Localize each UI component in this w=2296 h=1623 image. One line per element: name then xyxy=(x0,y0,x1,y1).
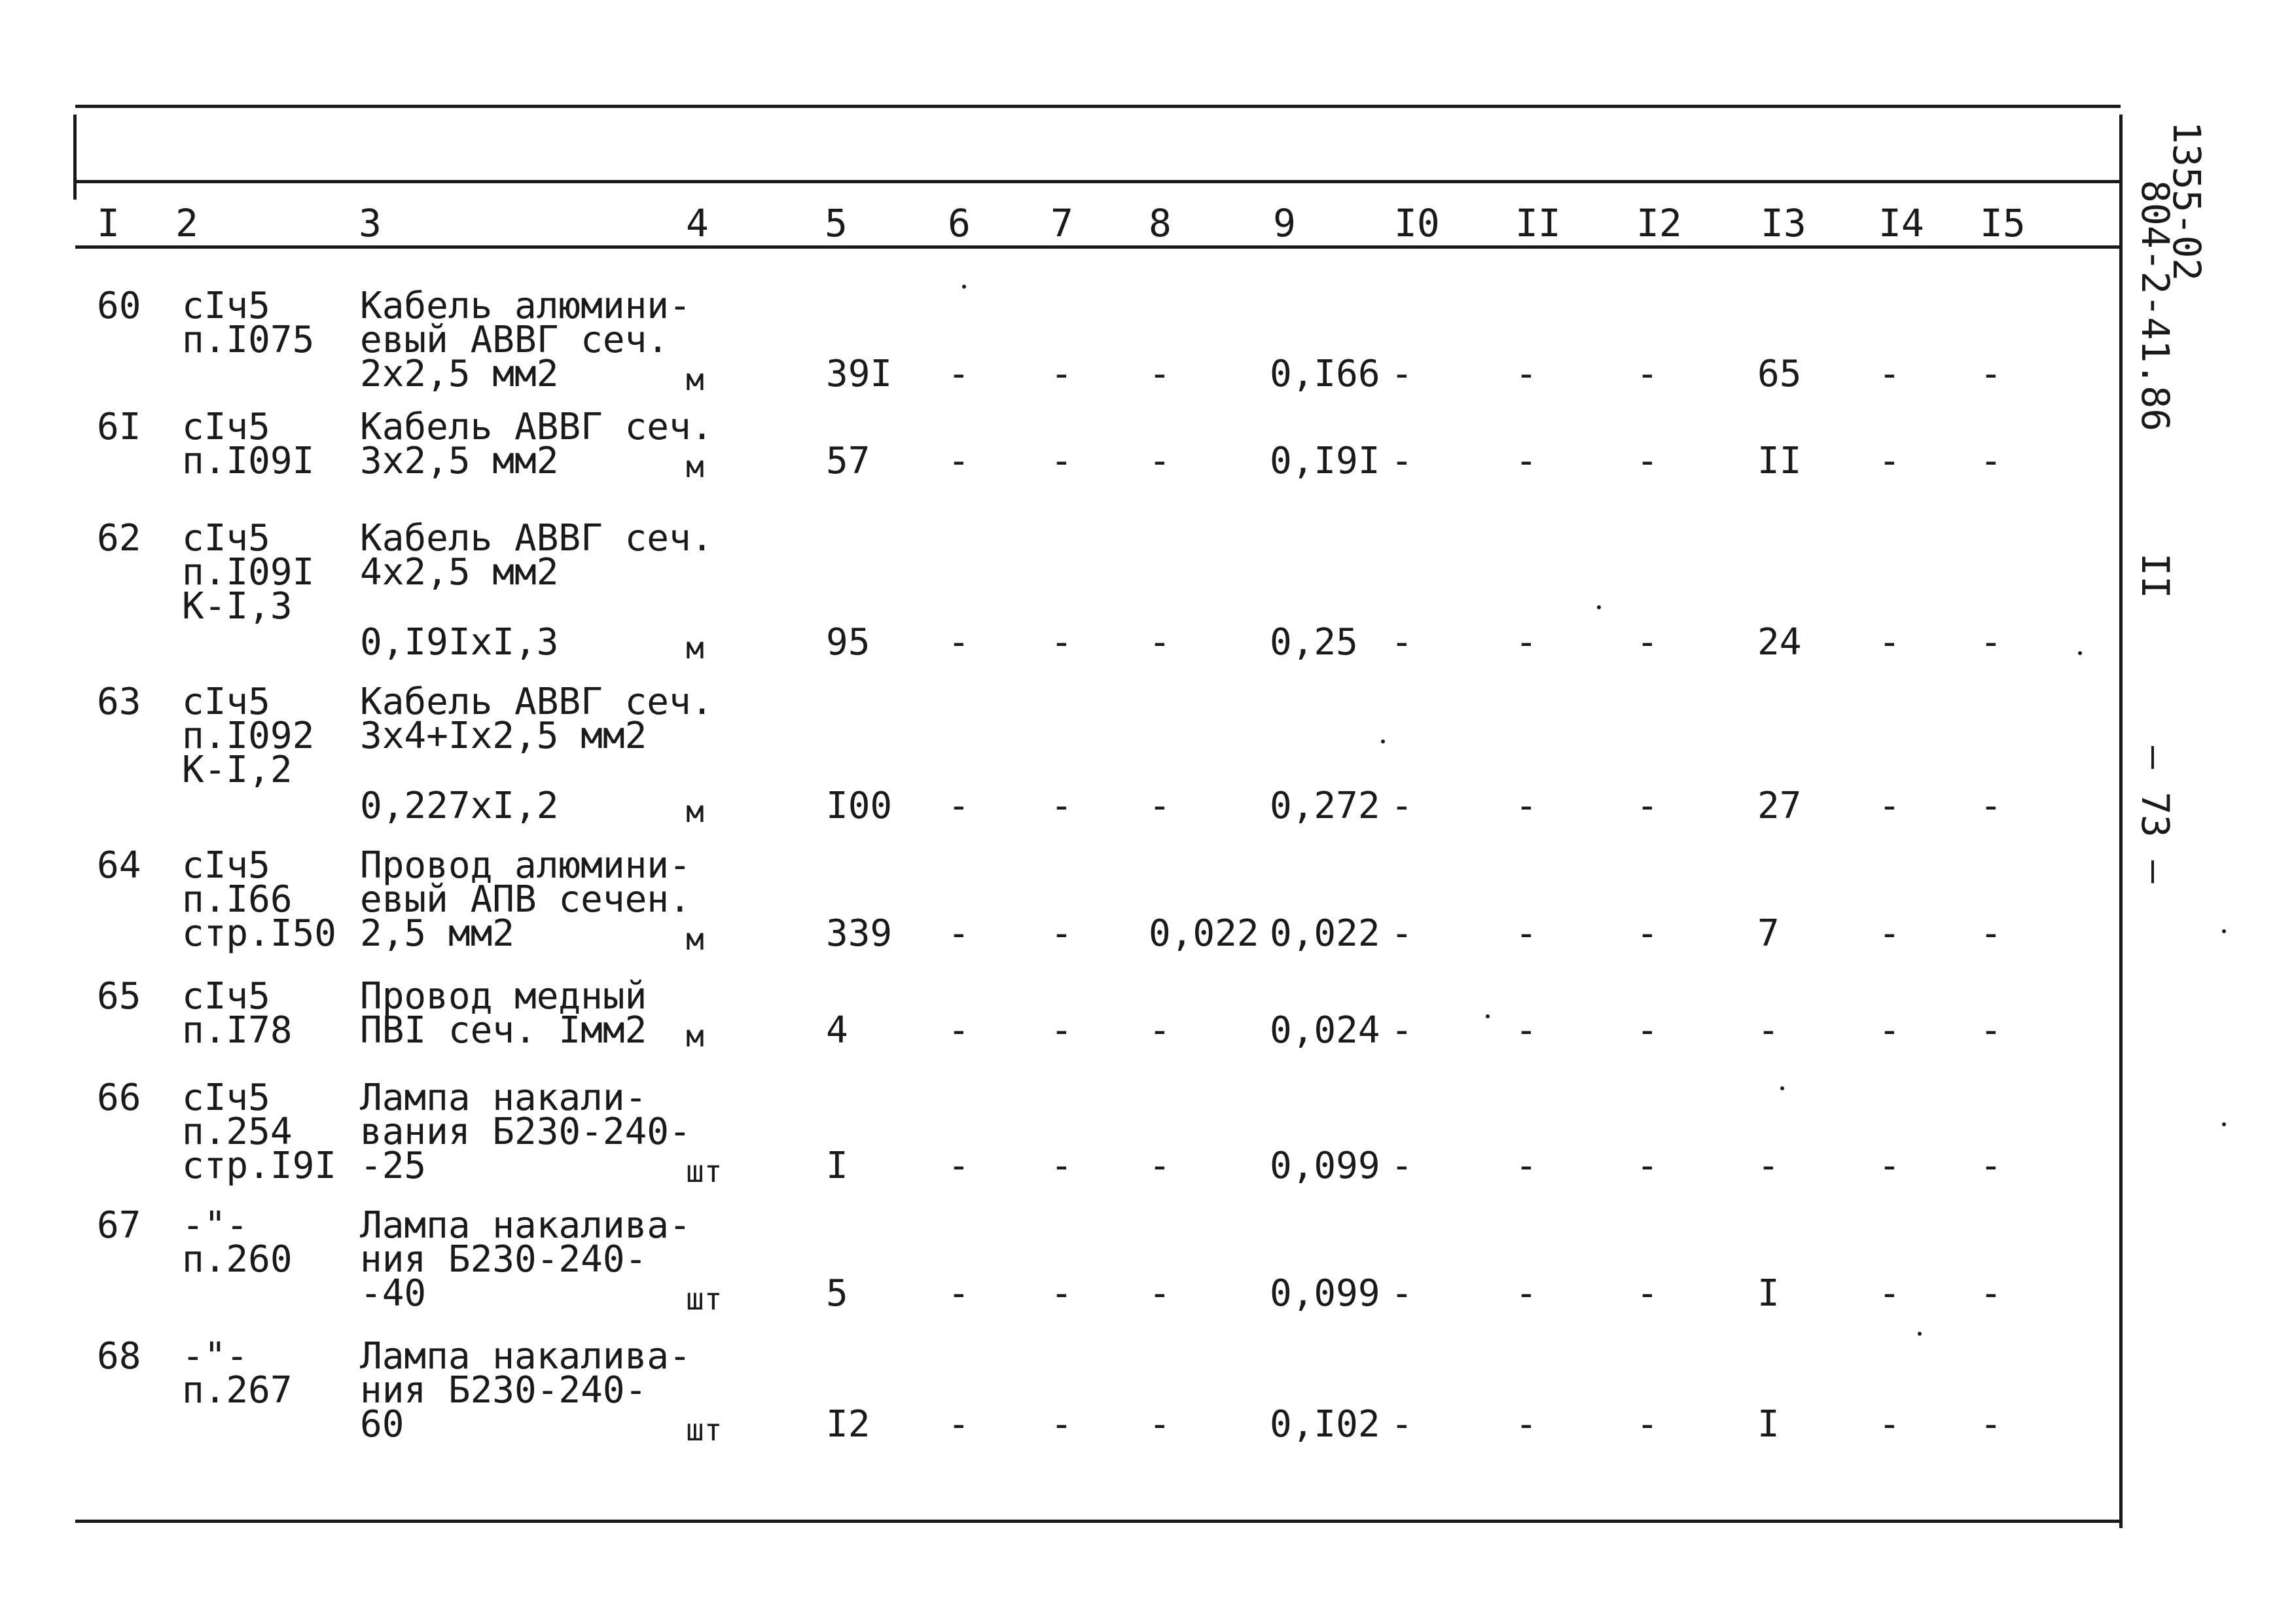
norm-reference: п.254 xyxy=(182,1111,293,1153)
norm-reference: -"- xyxy=(182,1335,249,1378)
item-description: -25 xyxy=(360,1145,427,1187)
cell-c11: - xyxy=(1515,1403,1537,1446)
row-number: 66 xyxy=(97,1077,141,1119)
scan-speck xyxy=(1381,740,1385,743)
cell-c5: I00 xyxy=(826,785,893,827)
norm-reference: cIч5 xyxy=(182,1077,270,1119)
norm-reference: п.I09I xyxy=(182,440,315,482)
cell-c12: - xyxy=(1636,621,1659,664)
cell-c9: 0,I66 xyxy=(1270,353,1380,395)
cell-c14: - xyxy=(1878,1272,1901,1315)
cell-c10: - xyxy=(1391,1145,1413,1187)
item-description: Лампа накалива- xyxy=(360,1335,691,1378)
cell-c7: - xyxy=(1050,1272,1073,1315)
cell-c7: - xyxy=(1050,912,1073,955)
cell-c7: - xyxy=(1050,1145,1073,1187)
col-header-13: I3 xyxy=(1761,201,1806,245)
unit: м xyxy=(686,630,704,666)
cell-c12: - xyxy=(1636,1009,1659,1052)
row-number: 60 xyxy=(97,285,141,327)
cell-c9: 0,099 xyxy=(1270,1272,1380,1315)
header-bottom-line xyxy=(75,245,2121,249)
cell-c15: - xyxy=(1980,1009,2002,1052)
cell-c14: - xyxy=(1878,621,1901,664)
item-description: Кабель алюмини- xyxy=(360,285,691,327)
cell-c10: - xyxy=(1391,785,1413,827)
norm-reference: cIч5 xyxy=(182,975,270,1018)
cell-c7: - xyxy=(1050,785,1073,827)
cell-c12: - xyxy=(1636,1403,1659,1446)
norm-reference: стр.I9I xyxy=(182,1145,337,1187)
cell-c13: 65 xyxy=(1757,353,1802,395)
col-header-7: 7 xyxy=(1050,201,1073,245)
cell-c12: - xyxy=(1636,1272,1659,1315)
norm-reference: cIч5 xyxy=(182,406,270,448)
row-number: 65 xyxy=(97,975,141,1018)
unit: м xyxy=(686,1018,704,1054)
cell-c7: - xyxy=(1050,440,1073,482)
cell-c6: - xyxy=(948,621,970,664)
norm-reference: cIч5 xyxy=(182,844,270,887)
cell-c11: - xyxy=(1515,353,1537,395)
item-description: Кабель АВВГ сеч. xyxy=(360,681,713,723)
norm-reference: п.I09I xyxy=(182,551,315,594)
side-page-number: — 73 — xyxy=(2133,746,2178,883)
cell-c5: 339 xyxy=(826,912,893,955)
cell-c12: - xyxy=(1636,440,1659,482)
scan-speck xyxy=(1918,1332,1922,1336)
cell-c6: - xyxy=(948,785,970,827)
cell-c11: - xyxy=(1515,621,1537,664)
col-header-6: 6 xyxy=(948,201,971,245)
col-header-11: II xyxy=(1515,201,1561,245)
cell-c5: I xyxy=(826,1145,848,1187)
norm-reference: п.I092 xyxy=(182,715,315,757)
norm-reference: К-I,3 xyxy=(182,585,293,628)
cell-c9: 0,I02 xyxy=(1270,1403,1380,1446)
cell-c10: - xyxy=(1391,440,1413,482)
unit: шт xyxy=(686,1281,723,1317)
cell-c13: 7 xyxy=(1757,912,1780,955)
item-description: ния Б230-240- xyxy=(360,1369,647,1412)
cell-c14: - xyxy=(1878,912,1901,955)
col-header-9: 9 xyxy=(1273,201,1296,245)
cell-c13: II xyxy=(1757,440,1802,482)
item-description: 2x2,5 мм2 xyxy=(360,353,559,395)
norm-reference: cIч5 xyxy=(182,285,270,327)
cell-c5: 95 xyxy=(826,621,870,664)
unit: м xyxy=(686,449,704,484)
norm-reference: cIч5 xyxy=(182,517,270,560)
norm-reference: -"- xyxy=(182,1204,249,1247)
cell-c9: 0,024 xyxy=(1270,1009,1380,1052)
item-description: вания Б230-240- xyxy=(360,1111,691,1153)
left-border-line xyxy=(73,115,77,200)
row-number: 64 xyxy=(97,844,141,887)
cell-c7: - xyxy=(1050,621,1073,664)
item-description: ния Б230-240- xyxy=(360,1238,647,1281)
cell-c9: 0,25 xyxy=(1270,621,1358,664)
norm-reference: стр.I50 xyxy=(182,912,337,955)
right-border-line xyxy=(2119,115,2123,1528)
cell-c12: - xyxy=(1636,1145,1659,1187)
cell-c10: - xyxy=(1391,912,1413,955)
cell-c15: - xyxy=(1980,1403,2002,1446)
item-description: 3x4+Ix2,5 мм2 xyxy=(360,715,647,757)
col-header-2: 2 xyxy=(175,201,198,245)
item-description: Лампа накалива- xyxy=(360,1204,691,1247)
cell-c10: - xyxy=(1391,621,1413,664)
cell-c13: 27 xyxy=(1757,785,1802,827)
item-description: 60 xyxy=(360,1403,404,1446)
cell-c11: - xyxy=(1515,440,1537,482)
norm-reference: cIч5 xyxy=(182,681,270,723)
cell-c5: 4 xyxy=(826,1009,848,1052)
cell-c8: - xyxy=(1149,785,1171,827)
cell-c12: - xyxy=(1636,912,1659,955)
col-header-4: 4 xyxy=(686,201,709,245)
col-header-8: 8 xyxy=(1149,201,1172,245)
row-number: 67 xyxy=(97,1204,141,1247)
cell-c11: - xyxy=(1515,785,1537,827)
cell-c10: - xyxy=(1391,1272,1413,1315)
cell-c8: - xyxy=(1149,440,1171,482)
col-header-5: 5 xyxy=(825,201,848,245)
cell-c10: - xyxy=(1391,353,1413,395)
cell-c14: - xyxy=(1878,785,1901,827)
cell-c6: - xyxy=(948,1272,970,1315)
side-section: II xyxy=(2133,553,2178,599)
cell-c10: - xyxy=(1391,1009,1413,1052)
unit: м xyxy=(686,794,704,829)
cell-c8: - xyxy=(1149,1009,1171,1052)
row-number: 63 xyxy=(97,681,141,723)
cell-c5: 39I xyxy=(826,353,893,395)
item-description: Провод алюмини- xyxy=(360,844,691,887)
cell-c8: - xyxy=(1149,1403,1171,1446)
cell-c15: - xyxy=(1980,1145,2002,1187)
cell-c15: - xyxy=(1980,353,2002,395)
header-top-line xyxy=(75,180,2121,183)
cell-c8: - xyxy=(1149,621,1171,664)
norm-reference: п.267 xyxy=(182,1369,293,1412)
cell-c13: I xyxy=(1757,1403,1780,1446)
cell-c15: - xyxy=(1980,785,2002,827)
item-description: евый АПВ сечен. xyxy=(360,878,691,921)
cell-c15: - xyxy=(1980,440,2002,482)
side-code-main: 804-2-41.86 xyxy=(2133,180,2178,432)
row-number: 68 xyxy=(97,1335,141,1378)
cell-c15: - xyxy=(1980,621,2002,664)
cell-c11: - xyxy=(1515,1009,1537,1052)
norm-reference: п.I78 xyxy=(182,1009,293,1052)
cell-c6: - xyxy=(948,1145,970,1187)
cell-c6: - xyxy=(948,1403,970,1446)
cell-c9: 0,272 xyxy=(1270,785,1380,827)
cell-c13: 24 xyxy=(1757,621,1802,664)
unit: шт xyxy=(686,1412,723,1448)
cell-c8: - xyxy=(1149,1272,1171,1315)
cell-c14: - xyxy=(1878,1145,1901,1187)
cell-c6: - xyxy=(948,912,970,955)
cell-c6: - xyxy=(948,1009,970,1052)
cell-c11: - xyxy=(1515,912,1537,955)
cell-c15: - xyxy=(1980,912,2002,955)
cell-c5: I2 xyxy=(826,1403,870,1446)
norm-reference: К-I,2 xyxy=(182,749,293,791)
cell-c10: - xyxy=(1391,1403,1413,1446)
norm-reference: п.I66 xyxy=(182,878,293,921)
col-header-14: I4 xyxy=(1878,201,1924,245)
scan-speck xyxy=(1780,1086,1784,1090)
cell-c9: 0,022 xyxy=(1270,912,1380,955)
item-description: евый АВВГ сеч. xyxy=(360,319,670,361)
cell-c13: - xyxy=(1757,1145,1780,1187)
col-header-15: I5 xyxy=(1980,201,2026,245)
col-header-1: I xyxy=(97,201,120,245)
item-description: Кабель АВВГ сеч. xyxy=(360,517,713,560)
item-description: -40 xyxy=(360,1272,427,1315)
item-description: Лампа накали- xyxy=(360,1077,647,1119)
scan-speck xyxy=(2222,929,2226,933)
cell-c13: - xyxy=(1757,1009,1780,1052)
item-description: 4x2,5 мм2 xyxy=(360,551,559,594)
scan-speck xyxy=(1486,1014,1490,1018)
cell-c14: - xyxy=(1878,440,1901,482)
cell-c14: - xyxy=(1878,1009,1901,1052)
cell-c5: 5 xyxy=(826,1272,848,1315)
item-description: 2,5 мм2 xyxy=(360,912,515,955)
item-description: Кабель АВВГ сеч. xyxy=(360,406,713,448)
cell-c11: - xyxy=(1515,1272,1537,1315)
scan-speck xyxy=(962,285,966,289)
bottom-border-line xyxy=(75,1520,2121,1523)
cell-c8: - xyxy=(1149,353,1171,395)
cell-c8: - xyxy=(1149,1145,1171,1187)
scan-speck xyxy=(2222,1122,2226,1126)
col-header-3: 3 xyxy=(359,201,382,245)
cell-c7: - xyxy=(1050,353,1073,395)
scan-speck xyxy=(2078,651,2082,655)
unit: м xyxy=(686,362,704,397)
item-coefficient: 0,227xI,2 xyxy=(360,785,559,827)
col-header-12: I2 xyxy=(1636,201,1682,245)
cell-c12: - xyxy=(1636,353,1659,395)
unit: м xyxy=(686,921,704,957)
scan-speck xyxy=(1597,605,1601,609)
item-description: ПВI сеч. Iмм2 xyxy=(360,1009,647,1052)
row-number: 62 xyxy=(97,517,141,560)
cell-c6: - xyxy=(948,353,970,395)
row-number: 6I xyxy=(97,406,141,448)
cell-c13: I xyxy=(1757,1272,1780,1315)
cell-c9: 0,I9I xyxy=(1270,440,1380,482)
col-header-10: I0 xyxy=(1394,201,1440,245)
unit: шт xyxy=(686,1154,723,1189)
cell-c7: - xyxy=(1050,1403,1073,1446)
side-code-top: 1355-02 xyxy=(2164,121,2209,281)
cell-c9: 0,099 xyxy=(1270,1145,1380,1187)
norm-reference: п.I075 xyxy=(182,319,315,361)
item-description: Провод медный xyxy=(360,975,647,1018)
top-border-line xyxy=(75,105,2121,108)
item-coefficient: 0,I9IxI,3 xyxy=(360,621,559,664)
cell-c14: - xyxy=(1878,353,1901,395)
cell-c6: - xyxy=(948,440,970,482)
cell-c8: 0,022 xyxy=(1149,912,1259,955)
item-description: 3x2,5 мм2 xyxy=(360,440,559,482)
cell-c5: 57 xyxy=(826,440,870,482)
cell-c15: - xyxy=(1980,1272,2002,1315)
cell-c7: - xyxy=(1050,1009,1073,1052)
cell-c14: - xyxy=(1878,1403,1901,1446)
cell-c11: - xyxy=(1515,1145,1537,1187)
cell-c12: - xyxy=(1636,785,1659,827)
norm-reference: п.260 xyxy=(182,1238,293,1281)
